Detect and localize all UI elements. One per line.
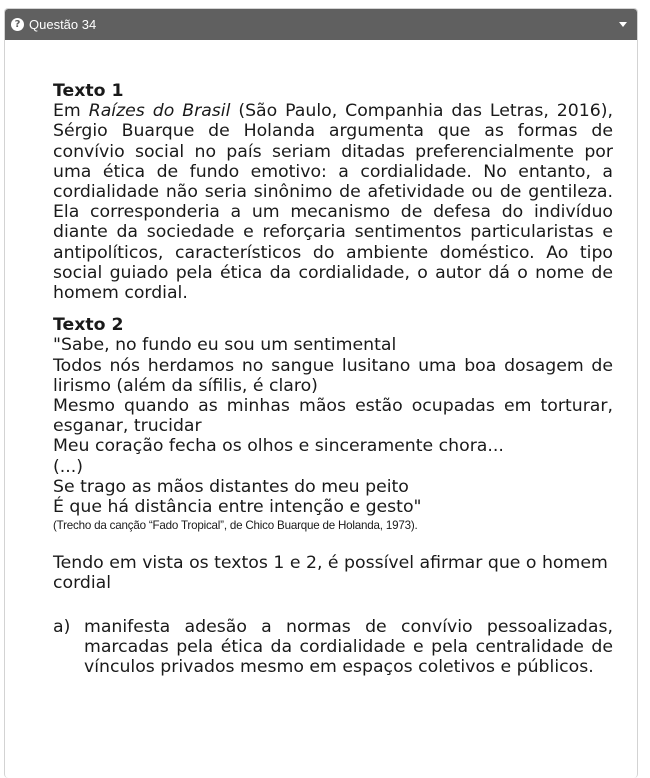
poem-line: Mesmo quando as minhas mãos estão ocupadas em torturar, esganar, trucidar xyxy=(53,396,613,437)
question-body xyxy=(53,81,613,677)
book-title: Raízes do Brasil xyxy=(88,101,231,122)
question-header[interactable] xyxy=(5,9,637,40)
alternative-a[interactable] xyxy=(53,617,613,678)
texto1-paragraph xyxy=(53,101,613,303)
texto1-heading: Texto 1 xyxy=(53,81,124,101)
texto1-body: (São Paulo, Companhia das Letras, 2016), Sérgio Buarque de Holanda argumenta que as formas de convívio social no país seriam ditadas preferencialmente por uma ética de fundo emotivo: a cordialidade. No entanto, a cordialidade não seria sinônimo de afetividade ou de gentileza. Ela corresponderia a um mecanismo de defesa do indivíduo diante da sociedade e reforçaria sentimentos particularistas e antipolíticos, característicos do ambiente doméstico. Ao tipo social guiado pela ética da cordialidade, o autor dá o nome de homem cordial. xyxy=(53,101,613,304)
question-panel xyxy=(4,8,638,778)
question-circle-icon: ? xyxy=(11,18,24,31)
question-title: Questão 34 xyxy=(29,17,97,32)
poem-line: (...) xyxy=(53,456,83,477)
alternative-letter: a) xyxy=(53,616,71,637)
poem-line: Se trago as mãos distantes do meu peito xyxy=(53,476,409,497)
question-stem: Tendo em vista os textos 1 e 2, é possível afirmar que o homem cordial xyxy=(53,553,608,594)
texto1-prefix: Em xyxy=(53,101,89,122)
poem-line: É que há distância entre intenção e gesto" xyxy=(53,497,422,518)
poem-line: Todos nós herdamos no sangue lusitano uma boa dosagem de lirismo (além da sífilis, é claro) xyxy=(53,355,613,396)
poem xyxy=(53,335,613,517)
texto2-heading: Texto 2 xyxy=(53,315,124,336)
poem-line: "Sabe, no fundo eu sou um sentimental xyxy=(53,335,397,356)
song-citation: (Trecho da canção “Fado Tropical”, de Chico Buarque de Holanda, 1973). xyxy=(53,519,418,533)
alternative-text: manifesta adesão a normas de convívio pessoalizadas, marcadas pela ética da cordialidade e pela centralidade de vínculos privados mesmo em espaços coletivos e públicos. xyxy=(84,616,613,678)
caret-down-icon[interactable] xyxy=(619,22,627,27)
poem-line: Meu coração fecha os olhos e sinceramente chora... xyxy=(53,436,504,457)
